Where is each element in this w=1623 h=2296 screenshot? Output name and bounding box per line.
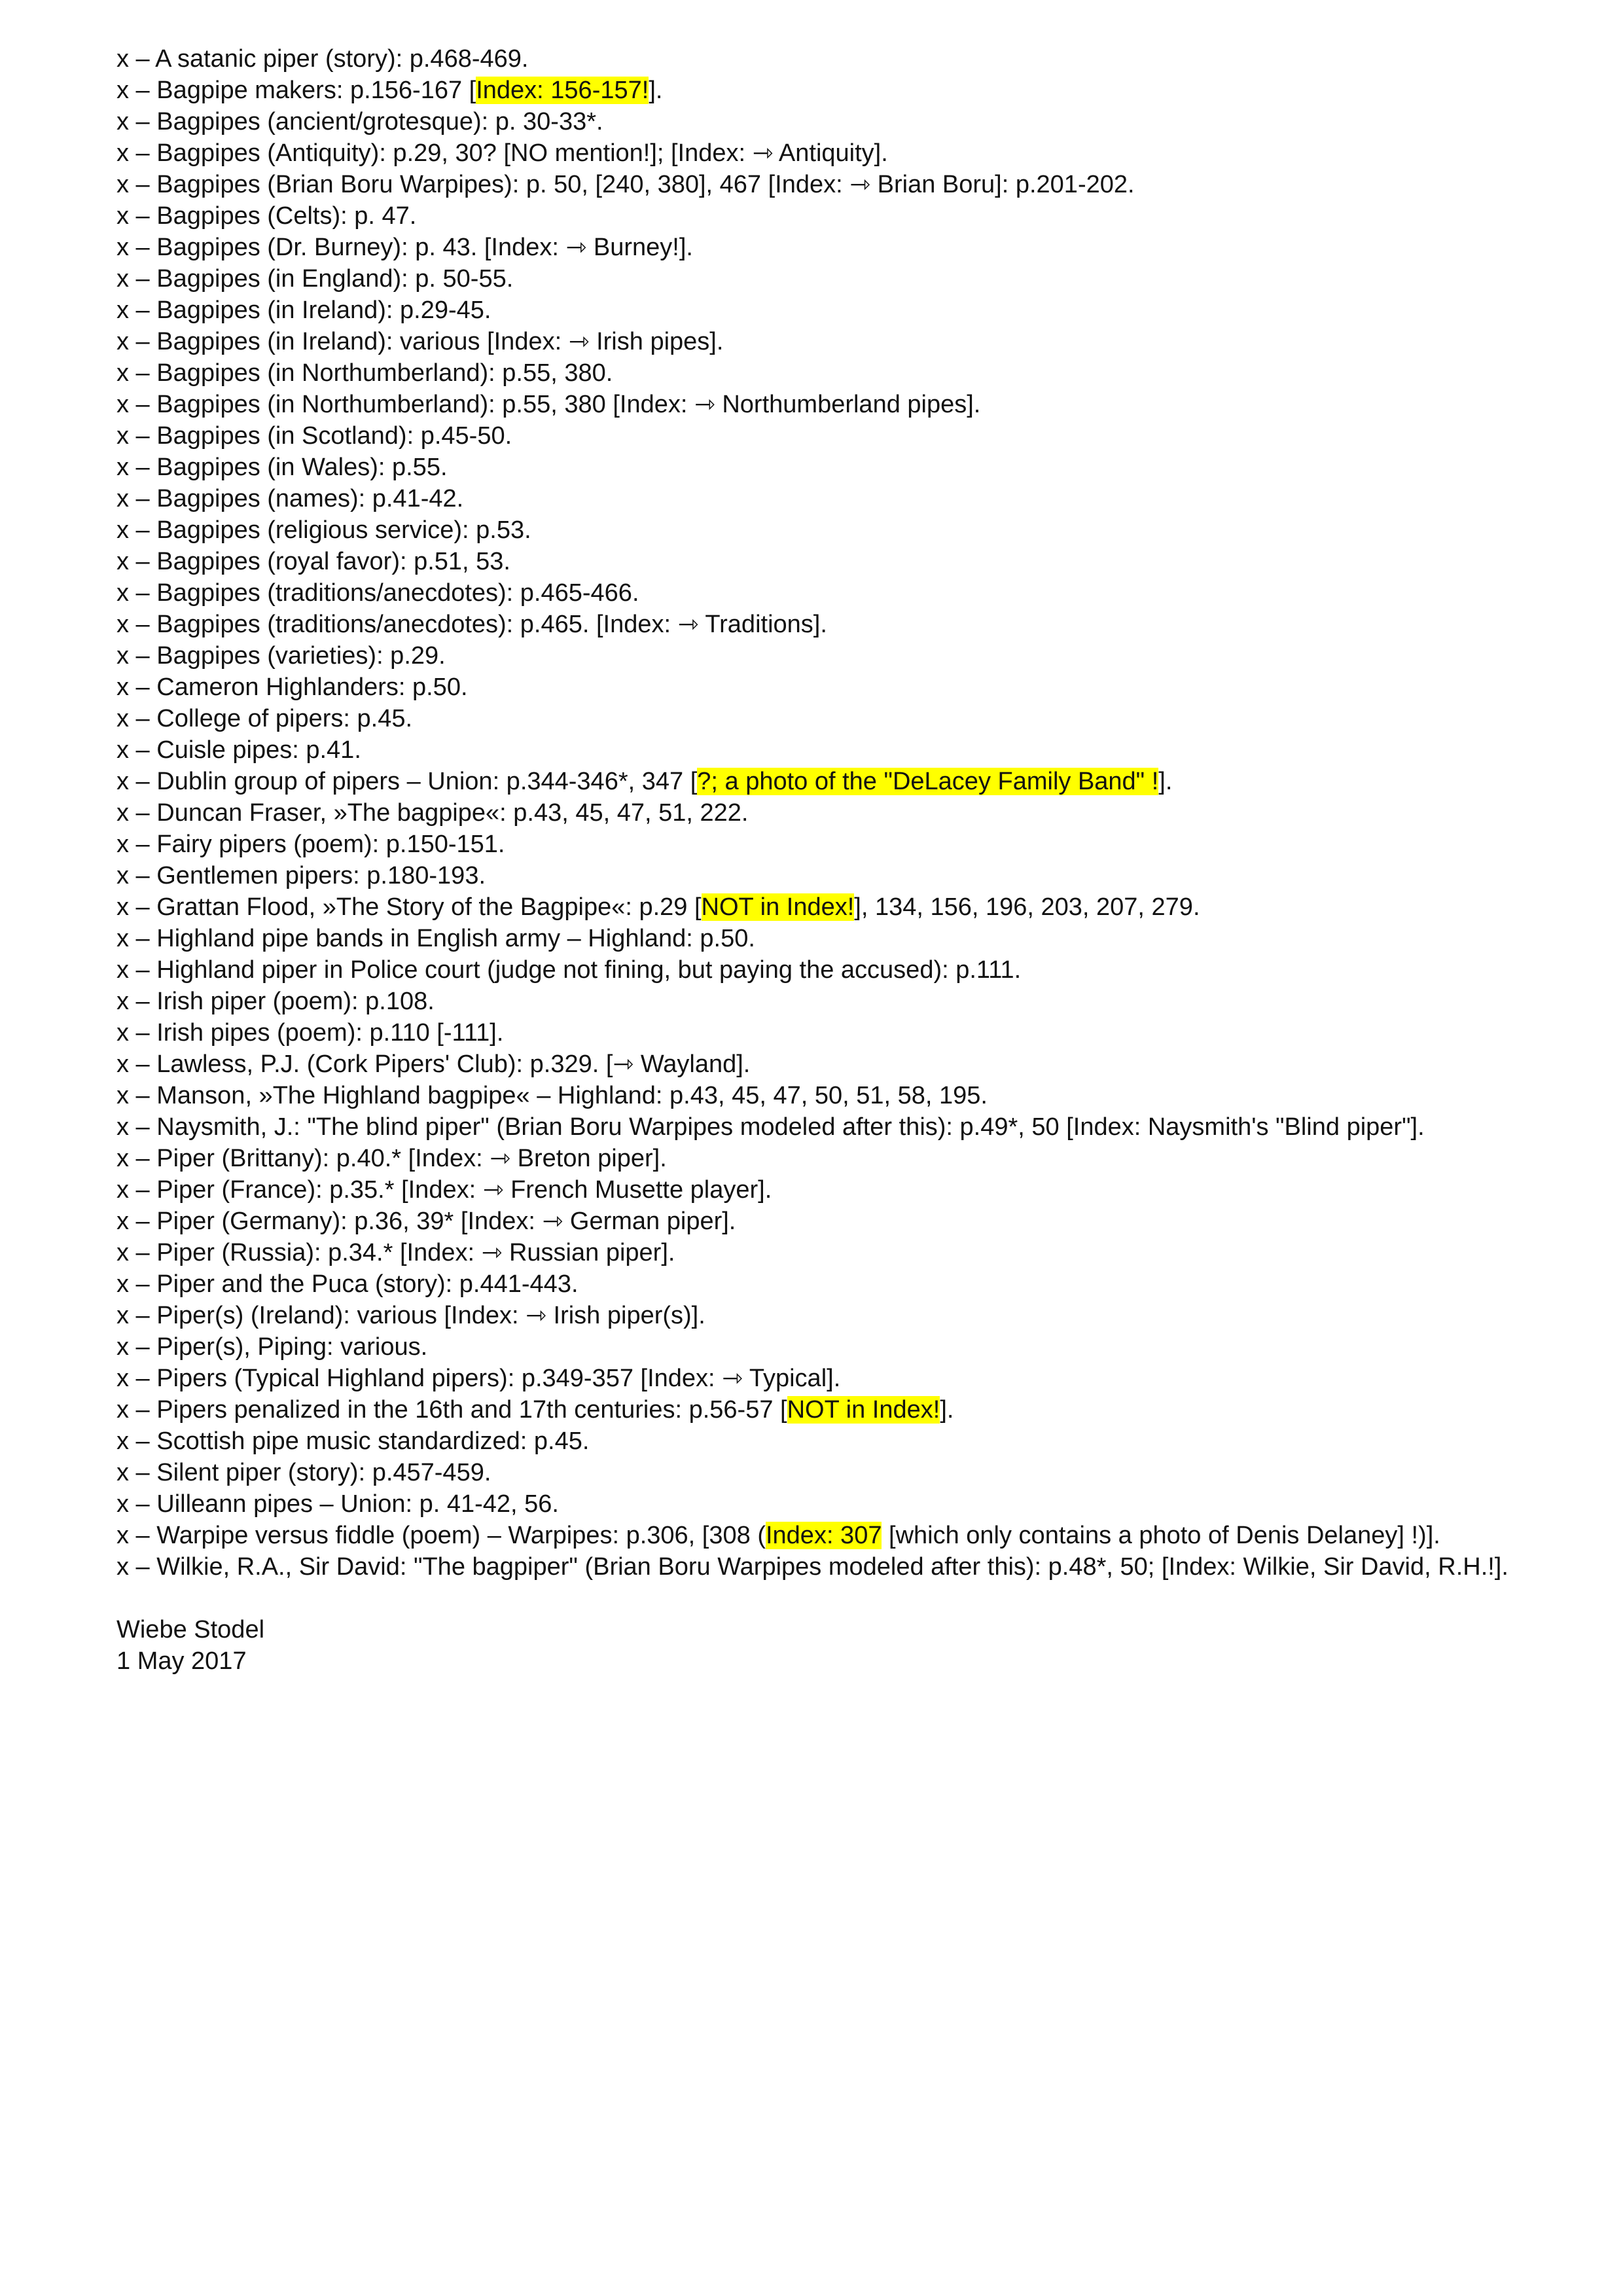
index-entry [116,514,1524,546]
entry-text: x – Bagpipes (in Northumberland): p.55, 380. [116,359,613,387]
entry-text: x – Manson, »The Highland bagpipe« – Highland: p.43, 45, 47, 50, 51, 58, 195. [116,1082,988,1109]
index-entry [116,1017,1524,1049]
entry-text: x – Cuisle pipes: p.41. [116,736,361,764]
entry-text: ]. [940,1396,954,1424]
index-entry [116,1394,1524,1426]
index-entry [116,1174,1524,1206]
entry-text: ]. [1158,768,1173,795]
index-entry [116,357,1524,389]
entry-text: x – Bagpipes (in Ireland): various [Index: ⇾ Irish pipes]. [116,328,724,355]
index-entry [116,1520,1524,1551]
entry-text: x – Pipers (Typical Highland pipers): p.349-357 [Index: ⇾ Typical]. [116,1365,841,1392]
index-entry [116,1206,1524,1237]
index-entry [116,295,1524,326]
entry-text: x – College of pipers: p.45. [116,705,413,732]
entry-text: x – Bagpipes (in Wales): p.55. [116,454,448,481]
index-entry [116,452,1524,483]
entry-text: ], 134, 156, 196, 203, 207, 279. [854,893,1200,921]
entry-text: x – Bagpipes (traditions/anecdotes): p.465-466. [116,579,639,607]
index-entry [116,891,1524,923]
index-entry [116,200,1524,232]
entry-text: x – Irish piper (poem): p.108. [116,988,435,1015]
entry-text: x – Cameron Highlanders: p.50. [116,673,468,701]
index-entry [116,1049,1524,1080]
entry-text: x – Wilkie, R.A., Sir David: "The bagpiper" (Brian Boru Warpipes modeled after this): p.48*, 50; [Index: Wilkie, Sir David, R.H.!]. [116,1553,1508,1581]
index-entry [116,954,1524,986]
index-entry [116,1488,1524,1520]
index-entry [116,389,1524,420]
entry-text: x – Bagpipes (Brian Boru Warpipes): p. 50, [240, 380], 467 [Index: ⇾ Brian Boru]: p.201-202. [116,171,1135,198]
index-entry [116,923,1524,954]
author-name: Wiebe Stodel [116,1616,265,1643]
entry-text: x – Piper (Russia): p.34.* [Index: ⇾ Russian piper]. [116,1239,675,1266]
index-entry [116,75,1524,106]
entry-text: x – Duncan Fraser, »The bagpipe«: p.43, 45, 47, 51, 222. [116,799,749,827]
index-entry [116,766,1524,797]
index-entry [116,703,1524,734]
index-entry [116,1268,1524,1300]
entry-text: [which only contains a photo of Denis Delaney] !)]. [882,1522,1440,1549]
entry-text: x – Naysmith, J.: "The blind piper" (Brian Boru Warpipes modeled after this): p.49*, 50 [Index: Naysmith's "Blind piper"]. [116,1113,1425,1141]
index-entry [116,1080,1524,1111]
entry-text: x – Uilleann pipes – Union: p. 41-42, 56. [116,1490,559,1518]
index-entry [116,577,1524,609]
index-entry [116,609,1524,640]
entry-text: x – Warpipe versus fiddle (poem) – Warpipes: p.306, [308 ( [116,1522,766,1549]
entry-text: x – Silent piper (story): p.457-459. [116,1459,491,1486]
entry-text: x – Fairy pipers (poem): p.150-151. [116,831,505,858]
highlighted-note: NOT in Index! [701,893,855,921]
index-entry [116,326,1524,357]
index-entry [116,232,1524,263]
entry-text: x – Bagpipes (in Scotland): p.45-50. [116,422,512,450]
index-entry [116,1300,1524,1331]
entry-text: x – A satanic piper (story): p.468-469. [116,45,529,73]
index-entry [116,1111,1524,1143]
index-entry [116,137,1524,169]
index-entry [116,734,1524,766]
entry-text: x – Scottish pipe music standardized: p.45. [116,1427,590,1455]
index-entry-list [116,43,1524,1583]
highlighted-note: Index: 307 [765,1522,882,1549]
entry-text: x – Piper(s), Piping: various. [116,1333,428,1361]
entry-text: x – Bagpipes (in Northumberland): p.55, 380 [Index: ⇾ Northumberland pipes]. [116,391,981,418]
index-entry [116,1143,1524,1174]
index-entry [116,263,1524,295]
entry-text: x – Bagpipes (in Ireland): p.29-45. [116,296,491,324]
index-entry [116,1426,1524,1457]
entry-text: x – Piper (Germany): p.36, 39* [Index: ⇾ German piper]. [116,1208,736,1235]
document-date: 1 May 2017 [116,1647,247,1675]
entry-text: x – Bagpipes (names): p.41-42. [116,485,464,512]
entry-text: x – Highland piper in Police court (judge not fining, but paying the accused): p.111. [116,956,1022,984]
index-entry [116,640,1524,672]
entry-text: x – Bagpipes (Celts): p. 47. [116,202,417,230]
index-entry [116,1457,1524,1488]
index-entry [116,672,1524,703]
index-entry [116,797,1524,829]
entry-text: x – Bagpipes (Dr. Burney): p. 43. [Index: ⇾ Burney!]. [116,234,693,261]
entry-text: x – Piper (France): p.35.* [Index: ⇾ French Musette player]. [116,1176,772,1204]
entry-text: x – Bagpipes (Antiquity): p.29, 30? [NO mention!]; [Index: ⇾ Antiquity]. [116,139,888,167]
index-entry [116,1551,1524,1583]
index-entry [116,1331,1524,1363]
entry-text: x – Irish pipes (poem): p.110 [-111]. [116,1019,504,1047]
entry-text: x – Highland pipe bands in English army – Highland: p.50. [116,925,755,952]
entry-text: x – Lawless, P.J. (Cork Pipers' Club): p.329. [⇾ Wayland]. [116,1050,751,1078]
entry-text: x – Bagpipes (traditions/anecdotes): p.465. [Index: ⇾ Traditions]. [116,611,827,638]
index-entry [116,986,1524,1017]
document-body [116,43,1524,1677]
entry-text: x – Gentlemen pipers: p.180-193. [116,862,486,889]
index-entry [116,860,1524,891]
highlighted-note: Index: 156-157! [476,77,649,104]
entry-text: x – Bagpipes (royal favor): p.51, 53. [116,548,510,575]
index-entry [116,169,1524,200]
entry-text: x – Bagpipe makers: p.156-167 [ [116,77,476,104]
index-entry [116,43,1524,75]
entry-text: x – Piper and the Puca (story): p.441-443. [116,1270,579,1298]
entry-text: x – Bagpipes (ancient/grotesque): p. 30-33*. [116,108,603,135]
entry-text: x – Piper (Brittany): p.40.* [Index: ⇾ Breton piper]. [116,1145,667,1172]
highlighted-note: NOT in Index! [787,1396,940,1424]
highlighted-note: ?; a photo of the "DeLacey Family Band" ! [697,768,1159,795]
index-entry [116,1237,1524,1268]
index-entry [116,106,1524,137]
entry-text: x – Grattan Flood, »The Story of the Bagpipe«: p.29 [ [116,893,702,921]
entry-text: x – Piper(s) (Ireland): various [Index: ⇾ Irish piper(s)]. [116,1302,705,1329]
index-entry [116,483,1524,514]
index-entry [116,546,1524,577]
index-entry [116,829,1524,860]
index-entry [116,420,1524,452]
entry-text: x – Bagpipes (religious service): p.53. [116,516,531,544]
entry-text: x – Bagpipes (in England): p. 50-55. [116,265,514,293]
entry-text: x – Pipers penalized in the 16th and 17th centuries: p.56-57 [ [116,1396,787,1424]
signature-block [116,1614,1524,1677]
entry-text: x – Dublin group of pipers – Union: p.344-346*, 347 [ [116,768,698,795]
entry-text: x – Bagpipes (varieties): p.29. [116,642,446,670]
index-entry [116,1363,1524,1394]
entry-text: ]. [649,77,663,104]
